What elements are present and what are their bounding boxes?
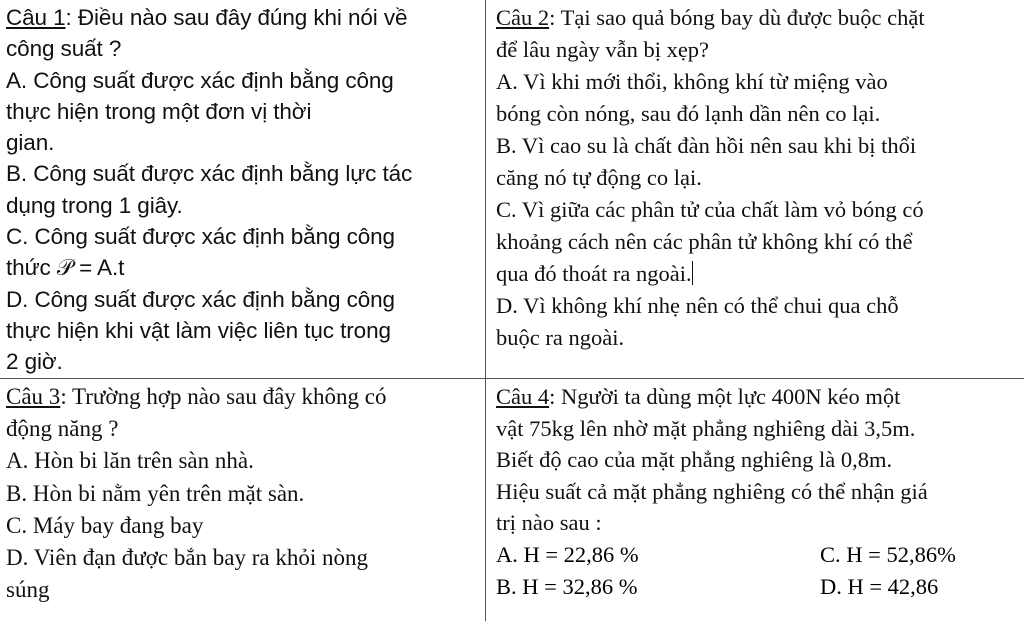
question-4-answer-c: C. H = 52,86% xyxy=(820,541,956,567)
question-4-cell xyxy=(486,379,1024,621)
text-cursor xyxy=(692,261,693,285)
question-1-option-a-line-3: gian. xyxy=(6,130,55,156)
question-1-stem-line-1: Câu 1: Điều nào sau đây đúng khi nói về xyxy=(6,5,408,30)
question-3-number: Câu 3 xyxy=(6,384,61,409)
question-1-option-c-line-1: C. Công suất được xác định bằng công xyxy=(6,224,395,250)
question-4-number: Câu 4 xyxy=(496,384,550,409)
question-3-option-c: C. Máy bay đang bay xyxy=(6,512,204,538)
question-4-answer-d: D. H = 42,86 xyxy=(820,573,939,599)
question-1-option-d-line-1: D. Công suất được xác định bằng công xyxy=(6,286,395,312)
question-4-stem-line-4: Hiệu suất cả mặt phẳng nghiêng có thể nhận giá xyxy=(496,478,928,504)
question-1-number: Câu 1 xyxy=(6,5,66,30)
question-1-option-d-line-2: thực hiện khi vật làm việc liên tục trong xyxy=(6,317,391,343)
question-4-stem-line-2: vật 75kg lên nhờ mặt phẳng nghiêng dài 3,5m. xyxy=(496,415,916,441)
question-4-stem-line-3: Biết độ cao của mặt phẳng nghiêng là 0,8m. xyxy=(496,447,893,472)
question-1-option-b-line-2: dụng trong 1 giây. xyxy=(6,192,183,218)
question-2-option-c-line-1: C. Vì giữa các phân tử của chất làm vỏ bóng có xyxy=(496,197,924,222)
question-1-cell xyxy=(0,0,486,379)
question-2-cell xyxy=(486,0,1024,379)
question-2-option-d-line-2: buộc ra ngoài. xyxy=(496,325,625,350)
question-4-stem-line-1: Câu 4: Người ta dùng một lực 400N kéo một xyxy=(496,384,901,409)
question-4-stem-line-5: trị nào sau : xyxy=(496,510,602,535)
question-1-option-c-line-2: thức 𝒫 = A.t xyxy=(6,255,125,281)
question-3-cell xyxy=(0,379,486,621)
question-2-option-d-line-1: D. Vì không khí nhẹ nên có thể chui qua chỗ xyxy=(496,293,899,318)
question-2-option-c-line-2: khoảng cách nên các phân tử không khí có thể xyxy=(496,229,913,254)
question-2-option-b-line-1: B. Vì cao su là chất đàn hồi nên sau khi bị thổi xyxy=(496,133,917,158)
question-2-option-a-line-2: bóng còn nóng, sau đó lạnh dần nên co lại. xyxy=(496,101,881,126)
question-1-option-d-line-3: 2 giờ. xyxy=(6,349,63,375)
question-1-option-a-line-2: thực hiện trong một đơn vị thời xyxy=(6,98,312,124)
question-2-stem-line-2: để lâu ngày vẫn bị xẹp? xyxy=(496,37,710,62)
question-1-option-a-line-1: A. Công suất được xác định bằng công xyxy=(6,67,394,93)
question-3-stem-line-2: động năng ? xyxy=(6,416,119,442)
question-4-answer-a: A. H = 22,86 % xyxy=(496,541,639,567)
question-3-option-d-line-2: súng xyxy=(6,577,50,603)
question-1-stem-line-2: công suất ? xyxy=(6,36,122,62)
question-2-option-a-line-1: A. Vì khi mới thổi, không khí từ miệng vào xyxy=(496,69,888,94)
question-2-option-c-line-3: qua đó thoát ra ngoài. xyxy=(496,261,692,286)
question-2-number: Câu 2 xyxy=(496,5,550,30)
question-3-option-d-line-1: D. Viên đạn được bắn bay ra khỏi nòng xyxy=(6,545,368,571)
question-3-option-a: A. Hòn bi lăn trên sàn nhà. xyxy=(6,448,254,474)
question-1-option-b-line-1: B. Công suất được xác định bằng lực tác xyxy=(6,161,413,187)
question-2-stem-line-1: Câu 2: Tại sao quả bóng bay dù được buộc chặt xyxy=(496,5,925,30)
question-2-option-b-line-2: căng nó tự động co lại. xyxy=(496,165,702,190)
question-4-answers xyxy=(496,539,1018,603)
question-3-stem-line-1: Câu 3: Trường hợp nào sau đây không có xyxy=(6,384,387,409)
question-3-option-b: B. Hòn bi nằm yên trên mặt sàn. xyxy=(6,480,305,506)
question-4-answer-b: B. H = 32,86 % xyxy=(496,573,638,599)
